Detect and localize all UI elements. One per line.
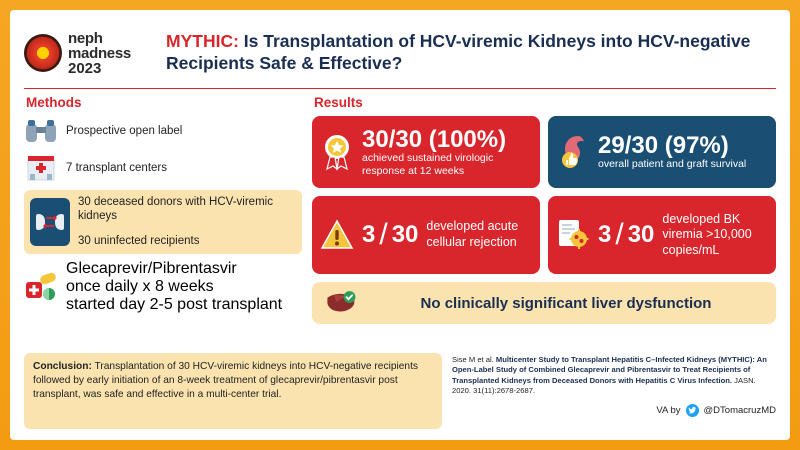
conclusion-text: Transplantation of 30 HCV-viremic kidneys into HCV-negative recipients followed by early initiation of an 8-week treatment of glecaprevir/pibrentasvir post transplant, was safe and effective in a multi-center trial. <box>33 361 419 400</box>
treatment-line-2: once daily x 8 weeks <box>66 278 214 296</box>
result-box-svr-content <box>362 127 532 178</box>
methods-item <box>24 153 302 183</box>
virus-lab-report-icon <box>556 220 590 250</box>
poster-card <box>10 10 790 440</box>
donor-line: 30 deceased donors with HCV-viremic kidneys <box>78 196 273 222</box>
credit-line <box>452 404 776 417</box>
results-column <box>312 95 776 345</box>
result-value: 29/30 (97%) <box>598 132 729 159</box>
results-grid <box>312 116 776 274</box>
fraction-numerator: 3 <box>362 221 376 249</box>
award-ribbon-icon <box>320 137 354 167</box>
nephmadness-logo <box>24 31 156 76</box>
credit-prefix: VA by <box>656 405 681 416</box>
conclusion-box <box>24 353 442 429</box>
result-box-svr <box>312 116 540 188</box>
conclusion-label: Conclusion: <box>33 361 92 372</box>
citation-journal: JASN. 2020. 31(11):2678-2687. <box>452 375 756 395</box>
donor-lines <box>78 196 294 248</box>
result-caption: overall patient and graft survival <box>598 158 747 171</box>
methods-item-label: 7 transplant centers <box>66 161 168 174</box>
methods-item-label: Prospective open label <box>66 124 183 137</box>
fraction-denominator: 30 <box>391 221 419 249</box>
citation-title: Multicenter Study to Transplant Hepatitis C–Infected Kidneys (MYTHIC): An Open-Label Study of Combined Glecaprevir and Pibrentasvir to Treat Recipients of Transplanted Kidneys from Deceased Donors with Hepatitis C Virus Infection. <box>452 355 767 385</box>
pills-icon <box>24 270 58 304</box>
treatment-text <box>66 260 282 314</box>
logo-line-1: neph <box>68 29 103 47</box>
fraction-slash: / <box>379 218 388 251</box>
treatment-line-1: Glecaprevir/Pibrentasvir <box>66 260 237 278</box>
poster-header <box>24 20 776 86</box>
page-title <box>156 31 776 75</box>
header-divider <box>24 88 776 89</box>
result-fraction <box>362 220 418 250</box>
binoculars-icon <box>24 116 58 146</box>
title-rest: Is Transplantation of HCV-viremic Kidneys into HCV-negative Recipients Safe & Effective? <box>166 31 751 73</box>
treatment-block <box>24 260 302 314</box>
recipient-line: 30 uninfected recipients <box>78 234 200 247</box>
credit-handle[interactable]: @DTomacruzMD <box>703 405 776 416</box>
poster-footer <box>24 353 776 429</box>
results-heading: Results <box>314 95 363 110</box>
donor-recipient-block <box>24 190 302 254</box>
content-columns <box>24 95 776 345</box>
citation <box>452 353 776 396</box>
kidney-exchange-icon <box>30 198 70 246</box>
twitter-icon[interactable] <box>686 404 699 417</box>
citation-authors: Sise M et al. <box>452 355 496 364</box>
result-caption: developed BK viremia >10,000 copies/mL <box>662 211 752 257</box>
result-caption: achieved sustained virologic response at 12 weeks <box>362 151 494 177</box>
fraction-numerator: 3 <box>598 221 612 249</box>
citation-column <box>452 353 776 429</box>
result-box-rejection <box>312 196 540 274</box>
logo-line-2: madness <box>68 44 131 62</box>
result-value: 30/30 (100%) <box>362 125 507 153</box>
result-box-survival <box>548 116 776 188</box>
methods-heading: Methods <box>26 95 82 110</box>
warning-triangle-icon <box>320 220 354 250</box>
liver-banner-text: No clinically significant liver dysfunction <box>420 294 712 312</box>
result-fraction <box>598 220 654 250</box>
fraction-slash: / <box>615 218 624 251</box>
methods-item <box>24 116 302 146</box>
liver-banner <box>312 282 776 324</box>
title-highlight: MYTHIC: <box>166 31 239 52</box>
hospital-icon <box>24 153 58 183</box>
treatment-line-3: started day 2-5 post transplant <box>66 296 283 314</box>
result-box-survival-content <box>598 133 746 171</box>
result-caption: developed acute cellular rejection <box>426 219 519 249</box>
methods-column <box>24 95 302 345</box>
kidney-thumbs-up-icon <box>556 137 590 167</box>
fraction-denominator: 30 <box>627 221 655 249</box>
result-box-bk-viremia <box>548 196 776 274</box>
logo-line-3: 2023 <box>68 59 102 77</box>
kidney-logo-icon <box>24 34 62 72</box>
liver-check-icon <box>324 288 358 318</box>
logo-text <box>68 31 131 76</box>
